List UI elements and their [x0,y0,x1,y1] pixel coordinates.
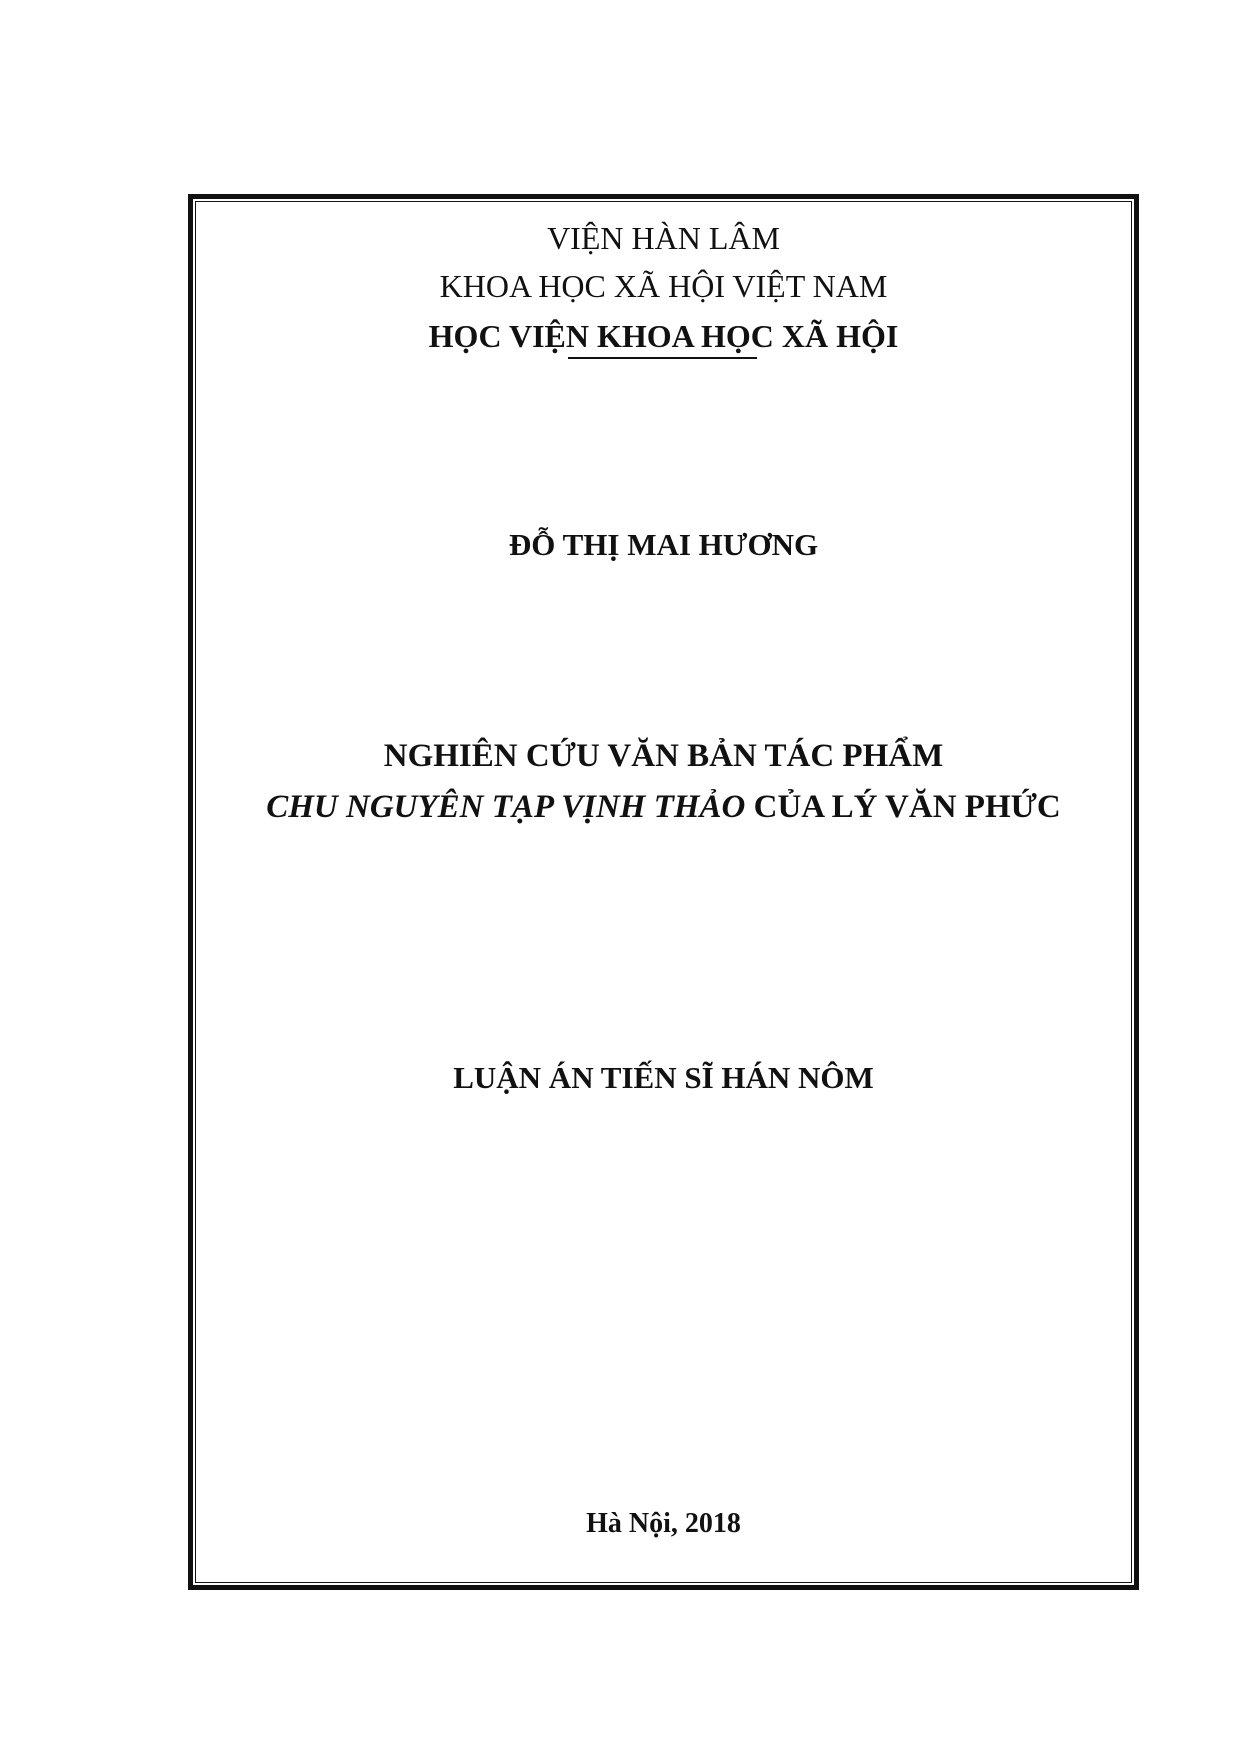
institution-line-2: KHOA HỌC XÃ HỘI VIỆT NAM [439,268,888,304]
institution-line-1: VIỆN HÀN LÂM [547,220,780,256]
degree-label: LUẬN ÁN TIẾN SĨ HÁN NÔM [453,1060,874,1095]
thesis-title-line-1: NGHIÊN CỨU VĂN BẢN TÁC PHẨM [383,738,944,774]
place-year: Hà Nội, 2018 [586,1508,741,1539]
thesis-title-line-2 [0,791,1240,824]
thesis-title-author-part: CỦA LÝ VĂN PHỨC [745,789,1061,825]
institution-underline [568,357,757,359]
thesis-title-work-name: CHU NGUYÊN TẠP VỊNH THẢO [266,789,746,825]
cover-border-inner [195,201,1132,1583]
institution-line-3: HỌC VIỆN KHOA HỌC XÃ HỘI [428,318,899,354]
author-name: ĐỖ THỊ MAI HƯƠNG [508,527,819,562]
